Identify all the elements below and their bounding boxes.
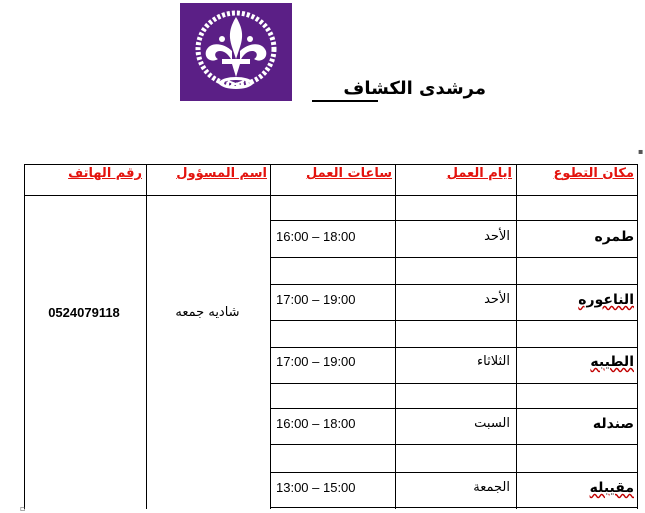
row-divider [270,444,638,445]
table-top-border [24,164,638,165]
table-header-bottom-border [24,195,638,196]
header-days: ايام العمل [446,166,512,181]
table-row-hours: 17:00 – 19:00 [276,292,356,307]
table-row-hours: 13:00 – 15:00 [276,480,356,495]
row-divider [270,220,638,221]
manager-name: شاديه جمعه [175,305,240,320]
header-phone: رقم الهاتف [68,166,142,181]
table-left-border [24,164,25,509]
fleur-de-lis-icon [180,3,292,101]
row-divider [270,383,638,384]
table-anchor-mark: ▪ [638,147,644,156]
table-row-day: الأحد [484,229,510,244]
table-row-day: الثلاثاء [477,354,510,369]
table-right-border [637,164,638,509]
column-divider [270,164,271,509]
row-divider [270,347,638,348]
table-row-hours: 17:00 – 19:00 [276,354,356,369]
table-row-place: الناعوره [578,292,634,308]
phone-number: 0524079118 [48,305,120,320]
table-row-place: طمره [594,229,634,245]
table-row-day: الأحد [484,292,510,307]
column-divider [516,164,517,509]
row-divider [270,408,638,409]
table-row-hours: 16:00 – 18:00 [276,229,356,244]
table-row-place: الطيبه [590,354,634,370]
row-divider [270,320,638,321]
column-divider [395,164,396,509]
table-row-day: السبت [474,416,510,431]
row-divider [270,472,638,473]
table-row-hours: 16:00 – 18:00 [276,416,356,431]
header-place: مكان التطوع [553,166,634,181]
header-hours: ساعات العمل [305,166,392,181]
header-manager: اسم المسؤول [176,166,267,181]
row-divider [270,257,638,258]
scout-logo [180,3,292,101]
column-divider [146,164,147,509]
table-anchor-mark: ▫ [20,504,26,513]
table-row-place: صندله [592,416,634,432]
title-underline [312,100,378,102]
row-divider [270,507,638,508]
table-row-day: الجمعة [473,480,510,495]
table-row-place: مقيبله [589,480,634,496]
row-divider [270,284,638,285]
page-title: مرشدى الكشاف [343,78,486,99]
